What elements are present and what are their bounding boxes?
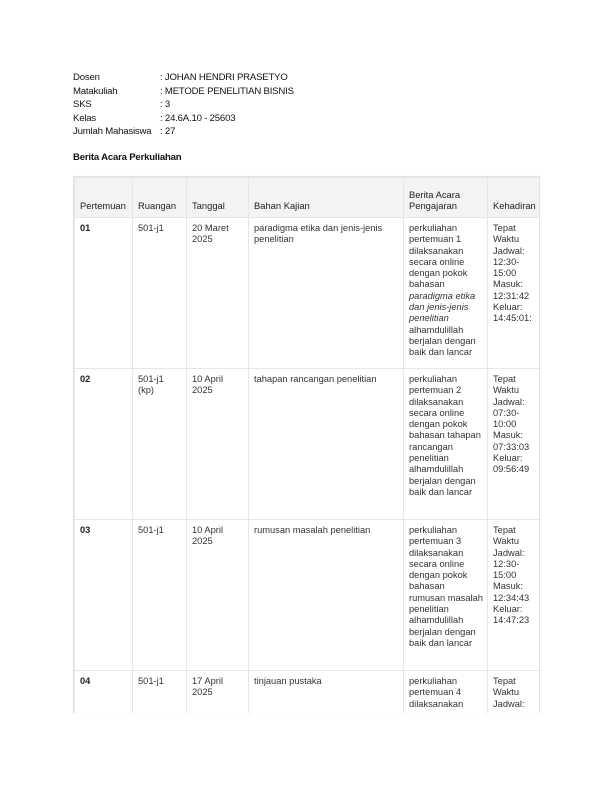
sks-row [73,98,294,112]
matakuliah-label: Matakuliah [73,85,118,97]
dosen-label: Dosen [73,72,100,83]
cell-bahan: paradigma etika dan jenis-jenis penelitian [249,218,404,369]
berita-post: alhamdulillah berjalan dengan baik dan lancar [409,324,476,358]
cell-berita [404,218,488,369]
table-row [75,520,540,671]
kelas-value: : 24.6A.10 - 25603 [160,112,236,124]
section-title: Berita Acara Perkuliahan [73,152,182,163]
sks-value: : 3 [160,99,171,111]
kelas-row [73,112,294,126]
cell-tanggal: 20 Maret 2025 [187,218,249,369]
cell-pertemuan: 04 [75,671,133,714]
matakuliah-value: : METODE PENELITIAN BISNIS [160,85,294,97]
berita-topic: tahapan rancangan penelitian [409,430,481,464]
berita-pre: perkuliahan pertemuan 4 dilaksanakan [409,676,464,709]
cell-bahan: tinjauan pustaka [249,671,404,714]
berita-pre: perkuliahan pertemuan 3 dilaksanakan secara online dengan pokok bahasan [409,525,468,592]
col-tanggal: Tanggal [187,178,249,218]
cell-kehadiran: Tepat Waktu Jadwal: 07:30-10:00 Masuk: 07:33:03 Keluar: 09:56:49 [488,369,540,520]
cell-bahan: tahapan rancangan penelitian [249,369,404,520]
berita-post: alhamdulillah berjalan dengan baik dan lancar [409,464,476,497]
course-info [73,71,294,139]
table-row [75,218,540,369]
lecture-table [74,177,540,713]
berita-post: alhamdulillah berjalan dengan baik dan lancar [409,615,476,648]
cell-kehadiran: Tepat Waktu Jadwal: 12:30-15:00 Masuk: 12:34:43 Keluar: 14:47:23 [488,520,540,671]
berita-pre: perkuliahan pertemuan 2 dilaksanakan secara online dengan pokok bahasan [409,374,468,441]
cell-pertemuan: 01 [75,218,133,369]
berita-pre: perkuliahan pertemuan 1 dilaksanakan secara online dengan pokok bahasan [409,223,468,290]
table-header-row [75,178,540,218]
col-kehadiran: Kehadiran [488,178,540,218]
cell-ruangan: 501-j1 [133,218,187,369]
cell-berita [404,671,488,714]
col-bahan-kajian: Bahan Kajian [249,178,404,218]
col-pertemuan: Pertemuan [75,178,133,218]
col-berita-acara: Berita Acara Pengajaran [404,178,488,218]
berita-topic: paradigma etika dan jenis-jenis penelitian [409,290,476,324]
cell-ruangan: 501-j1 [133,520,187,671]
dosen-value: : JOHAN HENDRI PRASETYO [160,72,288,83]
col-ruangan: Ruangan [133,178,187,218]
matakuliah-row [73,85,294,99]
cell-pertemuan: 02 [75,369,133,520]
table-row [75,369,540,520]
jumlah-value: : 27 [160,126,176,138]
berita-topic: rumusan masalah penelitian [409,592,483,615]
kelas-label: Kelas [73,112,96,124]
cell-ruangan: 501-j1 (kp) [133,369,187,520]
cell-pertemuan: 03 [75,520,133,671]
cell-ruangan: 501-j1 [133,671,187,714]
table-row [75,671,540,714]
cell-berita [404,369,488,520]
cell-kehadiran: Tepat Waktu Jadwal: 12:30-15:00 Masuk: 12:31:42 Keluar: 14:45:01: [488,218,540,369]
cell-tanggal: 10 April 2025 [187,369,249,520]
cell-tanggal: 10 April 2025 [187,520,249,671]
jumlah-row [73,125,294,139]
lecture-table-container [73,176,540,713]
cell-tanggal: 17 April 2025 [187,671,249,714]
cell-kehadiran: Tepat Waktu Jadwal: [488,671,540,714]
cell-berita [404,520,488,671]
sks-label: SKS [73,99,92,111]
dosen-row [73,71,294,85]
cell-bahan: rumusan masalah penelitian [249,520,404,671]
jumlah-label: Jumlah Mahasiswa [73,126,152,138]
